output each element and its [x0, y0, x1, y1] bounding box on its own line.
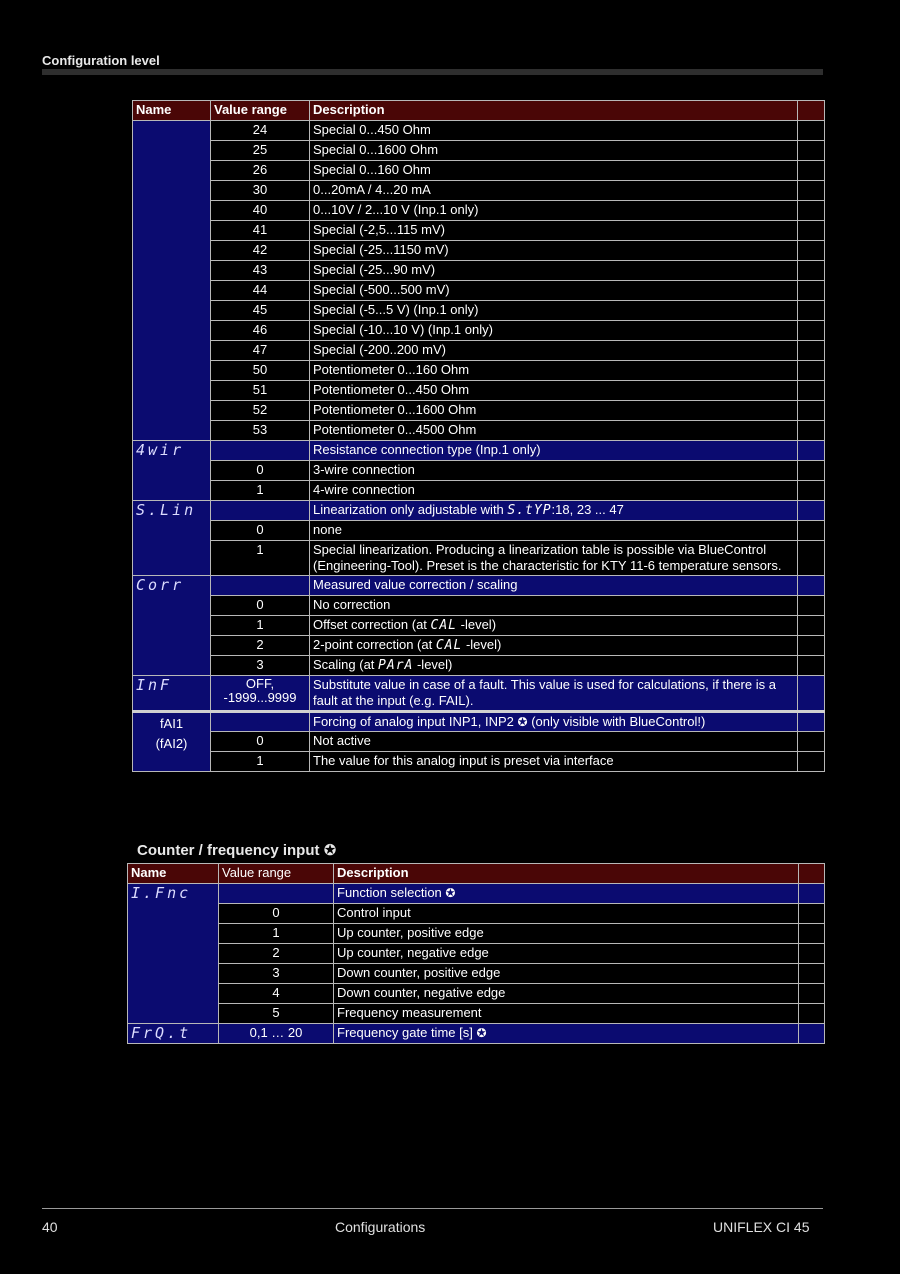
value-cell: 1 — [219, 924, 334, 944]
value-cell: 41 — [211, 221, 310, 241]
value-cell: 51 — [211, 381, 310, 401]
value-cell: 2 — [219, 944, 334, 964]
value-cell: 0 — [211, 521, 310, 541]
desc-cell: 3-wire connection — [310, 461, 798, 481]
table-row — [133, 461, 825, 481]
desc-cell: Measured value correction / scaling — [310, 576, 798, 596]
desc-cell: Up counter, positive edge — [334, 924, 799, 944]
desc-cell: Frequency gate time [s] ✪ — [334, 1024, 799, 1044]
desc-cell: Special 0...450 Ohm — [310, 121, 798, 141]
param-name-4wir — [133, 441, 211, 501]
desc-cell: Special (-25...90 mV) — [310, 261, 798, 281]
value-cell: 1 — [211, 481, 310, 501]
lcd-code: I.Fnc — [131, 884, 192, 902]
desc-cell: Special (-2,5...115 mV) — [310, 221, 798, 241]
desc-cell: Potentiometer 0...1600 Ohm — [310, 401, 798, 421]
table-row — [133, 241, 825, 261]
desc-cell: Substitute value in case of a fault. This value is used for calculations, if there is a fault at the input (e.g. FAIL). — [310, 676, 798, 712]
value-cell: 2 — [211, 636, 310, 656]
value-cell: 1 — [211, 541, 310, 576]
desc-cell: Special linearization. Producing a linearization table is possible via BlueControl (Engineering-Tool). Preset is the characteristic for KTY 11-6 temperature sensors. — [310, 541, 798, 576]
name-cell-empty — [133, 121, 211, 441]
desc-cell: 0...20mA / 4...20 mA — [310, 181, 798, 201]
desc-cell: 0...10V / 2...10 V (Inp.1 only) — [310, 201, 798, 221]
desc-cell: Special (-5...5 V) (Inp.1 only) — [310, 301, 798, 321]
value-cell: 4 — [219, 984, 334, 1004]
col-header-name: Name — [128, 864, 219, 884]
value-cell: 30 — [211, 181, 310, 201]
lcd-code: S.Lin — [136, 501, 197, 519]
param-name-corr — [133, 576, 211, 676]
lcd-code: PArA — [378, 658, 414, 673]
value-cell: 43 — [211, 261, 310, 281]
col-header-extra — [798, 101, 825, 121]
lcd-code: CAL — [430, 618, 458, 633]
value-cell: 47 — [211, 341, 310, 361]
footer-product: UNIFLEX CI 45 — [713, 1219, 810, 1235]
table-row-highlight — [133, 441, 825, 461]
value-cell: 3 — [211, 656, 310, 676]
table-row — [133, 181, 825, 201]
table-row — [133, 161, 825, 181]
value-cell: 44 — [211, 281, 310, 301]
table-row — [133, 596, 825, 616]
desc-cell: Function selection ✪ — [334, 884, 799, 904]
desc-cell: Resistance connection type (Inp.1 only) — [310, 441, 798, 461]
desc-cell: Not active — [310, 732, 798, 752]
lcd-code: InF — [136, 676, 173, 694]
param-name-frqt — [128, 1024, 219, 1044]
lcd-code: CAL — [435, 638, 463, 653]
value-cell: 46 — [211, 321, 310, 341]
footer-rule — [42, 1208, 823, 1209]
lcd-code: FrQ.t — [131, 1024, 192, 1042]
value-cell: 0 — [211, 732, 310, 752]
param-name-fai: fAI1 (fAI2) — [133, 712, 211, 772]
table-row — [133, 732, 825, 752]
value-range-cell: OFF, -1999...9999 — [211, 676, 310, 712]
desc-cell: Special (-25...1150 mV) — [310, 241, 798, 261]
table-row — [133, 361, 825, 381]
value-cell: 24 — [211, 121, 310, 141]
desc-cell: Down counter, negative edge — [334, 984, 799, 1004]
table-row — [133, 381, 825, 401]
table-row — [133, 201, 825, 221]
table-row — [133, 656, 825, 676]
value-cell: 45 — [211, 301, 310, 321]
table-row — [133, 521, 825, 541]
desc-cell: Linearization only adjustable with S.tYP:18, 23 ... 47 — [310, 501, 798, 521]
value-cell: 26 — [211, 161, 310, 181]
table-row — [133, 616, 825, 636]
table-row — [128, 984, 825, 1004]
table-row-highlight — [133, 676, 825, 712]
value-cell: 50 — [211, 361, 310, 381]
desc-cell: Potentiometer 0...450 Ohm — [310, 381, 798, 401]
table-row — [128, 904, 825, 924]
header-rule — [42, 69, 823, 75]
desc-cell: Control input — [334, 904, 799, 924]
table-row-highlight — [128, 1024, 825, 1044]
desc-cell: The value for this analog input is preset via interface — [310, 752, 798, 772]
value-range-cell: 0,1 … 20 — [219, 1024, 334, 1044]
lcd-code: Corr — [136, 576, 185, 594]
desc-cell: Potentiometer 0...160 Ohm — [310, 361, 798, 381]
input-config-table — [132, 100, 825, 772]
table-row — [133, 341, 825, 361]
value-cell: 25 — [211, 141, 310, 161]
value-cell: 1 — [211, 616, 310, 636]
star-icon: ✪ — [445, 886, 456, 900]
value-cell: 5 — [219, 1004, 334, 1024]
param-name-ifnc — [128, 884, 219, 1024]
desc-cell: Special 0...1600 Ohm — [310, 141, 798, 161]
value-cell: 0 — [211, 596, 310, 616]
table-row — [133, 321, 825, 341]
desc-cell: No correction — [310, 596, 798, 616]
param-name-slin — [133, 501, 211, 576]
value-cell: 0 — [211, 461, 310, 481]
col-header-name: Name — [133, 101, 211, 121]
desc-cell: Offset correction (at CAL -level) — [310, 616, 798, 636]
desc-cell: 2-point correction (at CAL -level) — [310, 636, 798, 656]
col-header-desc: Description — [310, 101, 798, 121]
value-cell: 3 — [219, 964, 334, 984]
table-row-highlight — [128, 884, 825, 904]
section-title: Counter / frequency input ✪ — [137, 842, 337, 859]
table-header-row — [133, 101, 825, 121]
table-row — [128, 944, 825, 964]
col-header-desc: Description — [334, 864, 799, 884]
table-row — [133, 141, 825, 161]
value-cell: 0 — [219, 904, 334, 924]
desc-cell: none — [310, 521, 798, 541]
table-row — [128, 924, 825, 944]
lcd-code: S.tYP — [507, 503, 552, 518]
value-cell: 40 — [211, 201, 310, 221]
desc-cell: Special (-10...10 V) (Inp.1 only) — [310, 321, 798, 341]
desc-cell: Forcing of analog input INP1, INP2 ✪ (only visible with BlueControl!) — [310, 712, 798, 732]
value-cell: 53 — [211, 421, 310, 441]
desc-cell: Up counter, negative edge — [334, 944, 799, 964]
table-row — [128, 1004, 825, 1024]
table-row — [133, 401, 825, 421]
table-row-highlight — [133, 712, 825, 732]
table-row — [133, 636, 825, 656]
counter-config-table — [127, 863, 825, 1044]
table-row — [133, 301, 825, 321]
col-header-extra — [799, 864, 825, 884]
desc-cell: Frequency measurement — [334, 1004, 799, 1024]
desc-cell: Potentiometer 0...4500 Ohm — [310, 421, 798, 441]
table-row — [133, 421, 825, 441]
table-row — [133, 221, 825, 241]
desc-cell: Scaling (at PArA -level) — [310, 656, 798, 676]
star-icon: ✪ — [517, 715, 528, 729]
star-icon: ✪ — [476, 1026, 487, 1040]
table-row-highlight — [133, 576, 825, 596]
desc-cell: Special (-200..200 mV) — [310, 341, 798, 361]
table-row — [133, 481, 825, 501]
table-header-row — [128, 864, 825, 884]
desc-cell: Special 0...160 Ohm — [310, 161, 798, 181]
table-row — [133, 752, 825, 772]
value-cell: 42 — [211, 241, 310, 261]
col-header-range: Value range — [219, 864, 334, 884]
desc-cell: Down counter, positive edge — [334, 964, 799, 984]
star-icon: ✪ — [323, 842, 337, 859]
desc-cell: 4-wire connection — [310, 481, 798, 501]
footer-section: Configurations — [335, 1219, 426, 1235]
value-cell: 52 — [211, 401, 310, 421]
col-header-range: Value range — [211, 101, 310, 121]
table-row — [133, 281, 825, 301]
desc-cell: Special (-500...500 mV) — [310, 281, 798, 301]
value-cell: 1 — [211, 752, 310, 772]
page-header-title: Configuration level — [42, 53, 160, 68]
page-number: 40 — [42, 1219, 58, 1235]
table-row — [128, 964, 825, 984]
param-name-inf — [133, 676, 211, 712]
table-row-highlight — [133, 501, 825, 521]
table-row — [133, 121, 825, 141]
table-row — [133, 541, 825, 576]
table-row — [133, 261, 825, 281]
lcd-code: 4wir — [136, 441, 185, 459]
